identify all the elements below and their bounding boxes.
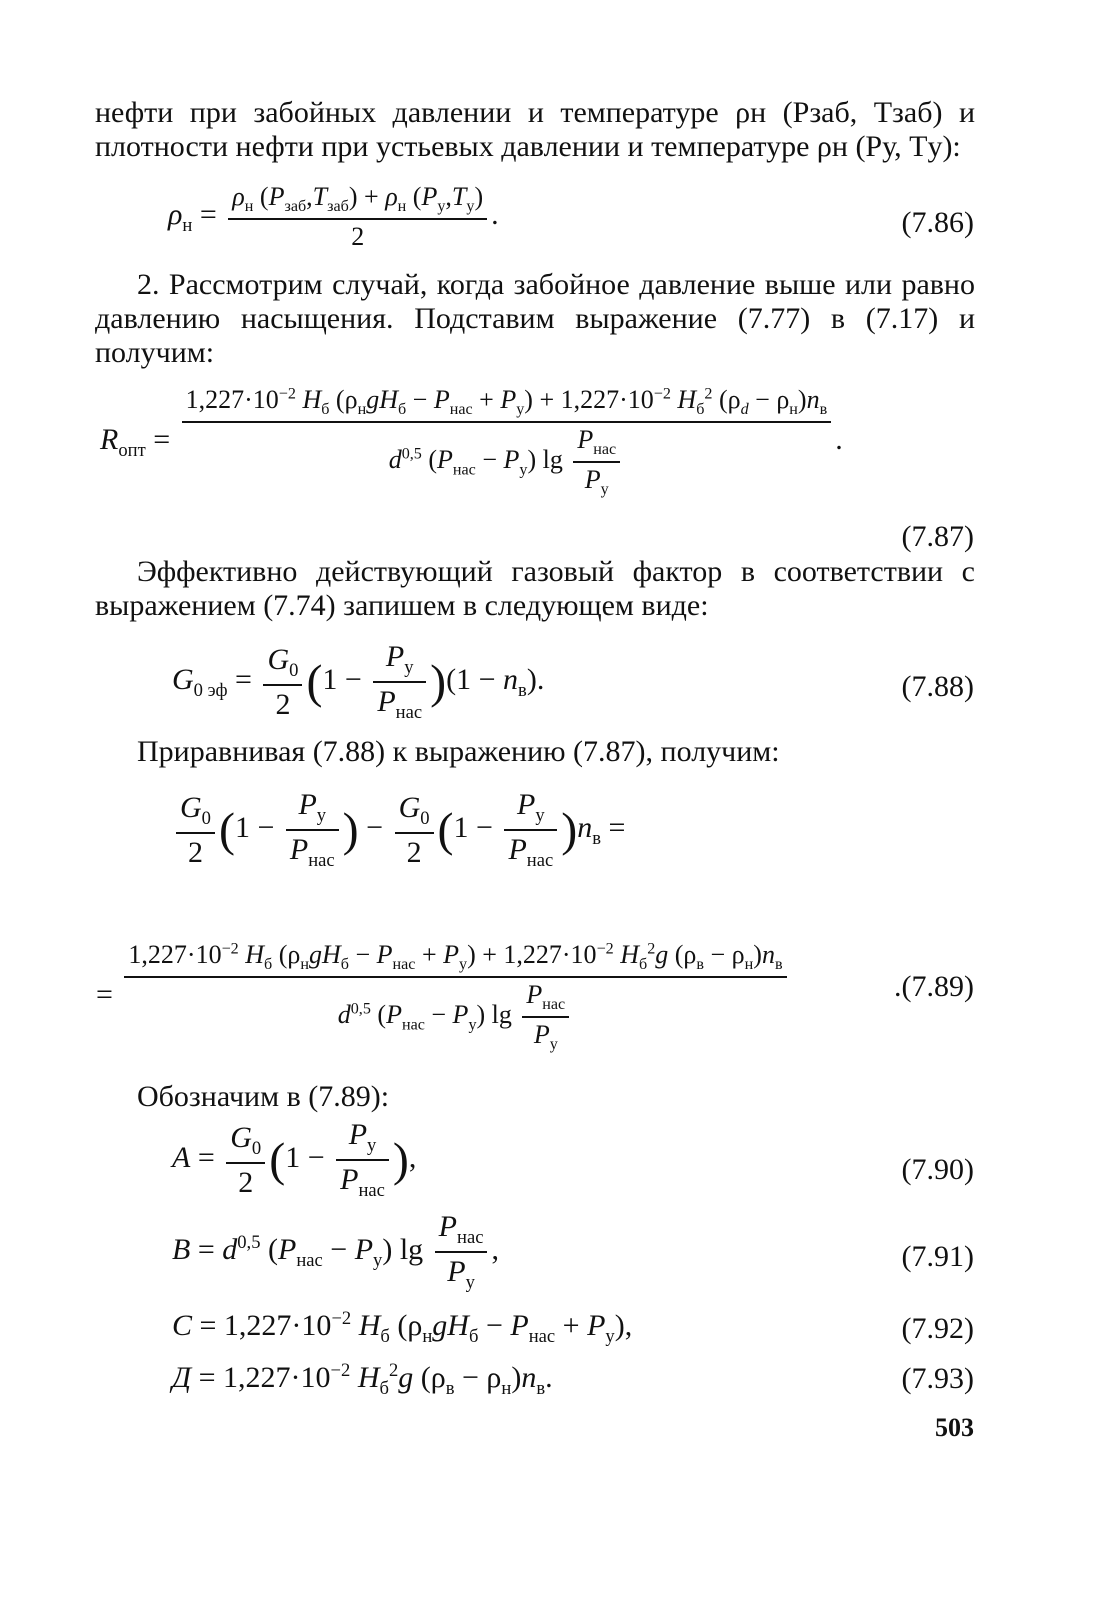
equation-7-88: $G_{0 эф}$ = $\frac{G_0}{2}$ (1 − $\frac{P_у}{P_{нас}}$ )$(1 - n_в)$. bbox=[172, 640, 545, 723]
page-number: 503 bbox=[935, 1413, 974, 1442]
equation-7-89-rhs: = $1,227\cdot 10^{-2}$ $H_б$ $(\rho_нgH_б - P_{нас} + P_у) + 1,227\cdot 10^{-2}$ $H_б^2g$ $(\rho_в - \rho_н)n_в$ $d^{0,5}$ $(P_{нас} - P_у)$ lg $\frac{P_{нас}}{P_у}$ bbox=[96, 940, 791, 1055]
equation-label-7-91: (7.91) bbox=[901, 1240, 974, 1273]
fraction-7-86: $\frac{\rho_н (P_{заб},T_{заб}) + \rho_н (P_у,T_у)}{2}$ bbox=[228, 182, 487, 252]
paragraph-equating: Приравнивая (7.88) к выражению (7.87), получим: bbox=[137, 735, 780, 768]
equation-label-7-93: (7.93) bbox=[901, 1362, 974, 1395]
fraction-7-89: $1,227\cdot 10^{-2}$ $H_б$ $(\rho_нgH_б - P_{нас} + P_у) + 1,227\cdot 10^{-2}$ $H_б^2g$ $(\rho_в - \rho_н)n_в$ $d^{0,5}$ $(P_{нас} - P_у)$ lg $\frac{P_{нас}}{P_у}$ bbox=[124, 940, 786, 1055]
equation-label-7-89: .(7.89) bbox=[894, 970, 974, 1003]
fraction-7-87: $1,227\cdot 10^{-2}$ $H_б$ $(\rho_нgH_б - P_{нас} + P_у) + 1,227\cdot 10^{-2}$ $H_б^2$ $(\rho_d - \rho_н)n_в$ $d^{0,5}$ $(P_{нас} - P_у)$ lg $\frac{P_{нас}}{P_у}$ bbox=[182, 385, 832, 500]
equation-label-7-92: (7.92) bbox=[901, 1312, 974, 1345]
equation-7-86: $\rho_н$ = $\frac{\rho_н (P_{заб},T_{заб}) + \rho_н (P_у,T_у)}{2}$ . bbox=[168, 182, 499, 252]
paragraph-oil-density: нефти при забойных давлении и температуре ρн (Pзаб, Tзаб) и плотности нефти при устьевых давлении и температуре ρн (Pу, Tу): bbox=[95, 96, 975, 163]
equation-label-7-87: (7.87) bbox=[901, 520, 974, 553]
equation-7-91: $B = d^{0,5}$ $(P_{нас} - P_у)$ lg $\frac{P_{нас}}{P_у}$ , bbox=[172, 1210, 499, 1293]
equation-7-89-lhs: $\frac{G_0}{2}$ (1 − $\frac{P_у}{P_{нас}}$ ) − $\frac{G_0}{2}$ (1 − $\frac{P_у}{P_{нас}}$ )$n_в$ = bbox=[172, 788, 625, 872]
equation-label-7-90: (7.90) bbox=[901, 1153, 974, 1186]
equation-7-87: $R_{опт}$ = $1,227\cdot 10^{-2}$ $H_б$ $(\rho_нgH_б - P_{нас} + P_у) + 1,227\cdot 10^{-2}$ $H_б^2$ $(\rho_d - \rho_н)n_в$ $d^{0,5}$ $(P_{нас} - P_у)$ lg $\frac{P_{нас}}{P_у}$ . bbox=[100, 385, 843, 499]
equation-label-7-86: (7.86) bbox=[901, 206, 974, 239]
paragraph-notation: Обозначим в (7.89): bbox=[137, 1080, 390, 1113]
equation-label-7-88: (7.88) bbox=[901, 670, 974, 703]
paragraph-case-2: 2. Рассмотрим случай, когда забойное давление выше или равно давлению насыщения. Подставим выражение (7.77) в (7.17) и получим: bbox=[95, 268, 975, 369]
equation-7-92: $C = 1,227\cdot 10^{-2}$ $H_б$ $(\rho_нgH_б - P_{нас} + P_у)$, bbox=[172, 1308, 633, 1347]
equation-7-93: $Д = 1,227\cdot 10^{-2}$ $H_б^2g$ $(\rho_в - \rho_н)n_в$. bbox=[172, 1360, 553, 1399]
equation-7-90: A = $\frac{G_0}{2}$ (1 − $\frac{P_у}{P_{нас}}$ ), bbox=[172, 1118, 417, 1201]
paragraph-gas-factor: Эффективно действующий газовый фактор в соответствии с выражением (7.74) запишем в следующем виде: bbox=[95, 555, 975, 622]
